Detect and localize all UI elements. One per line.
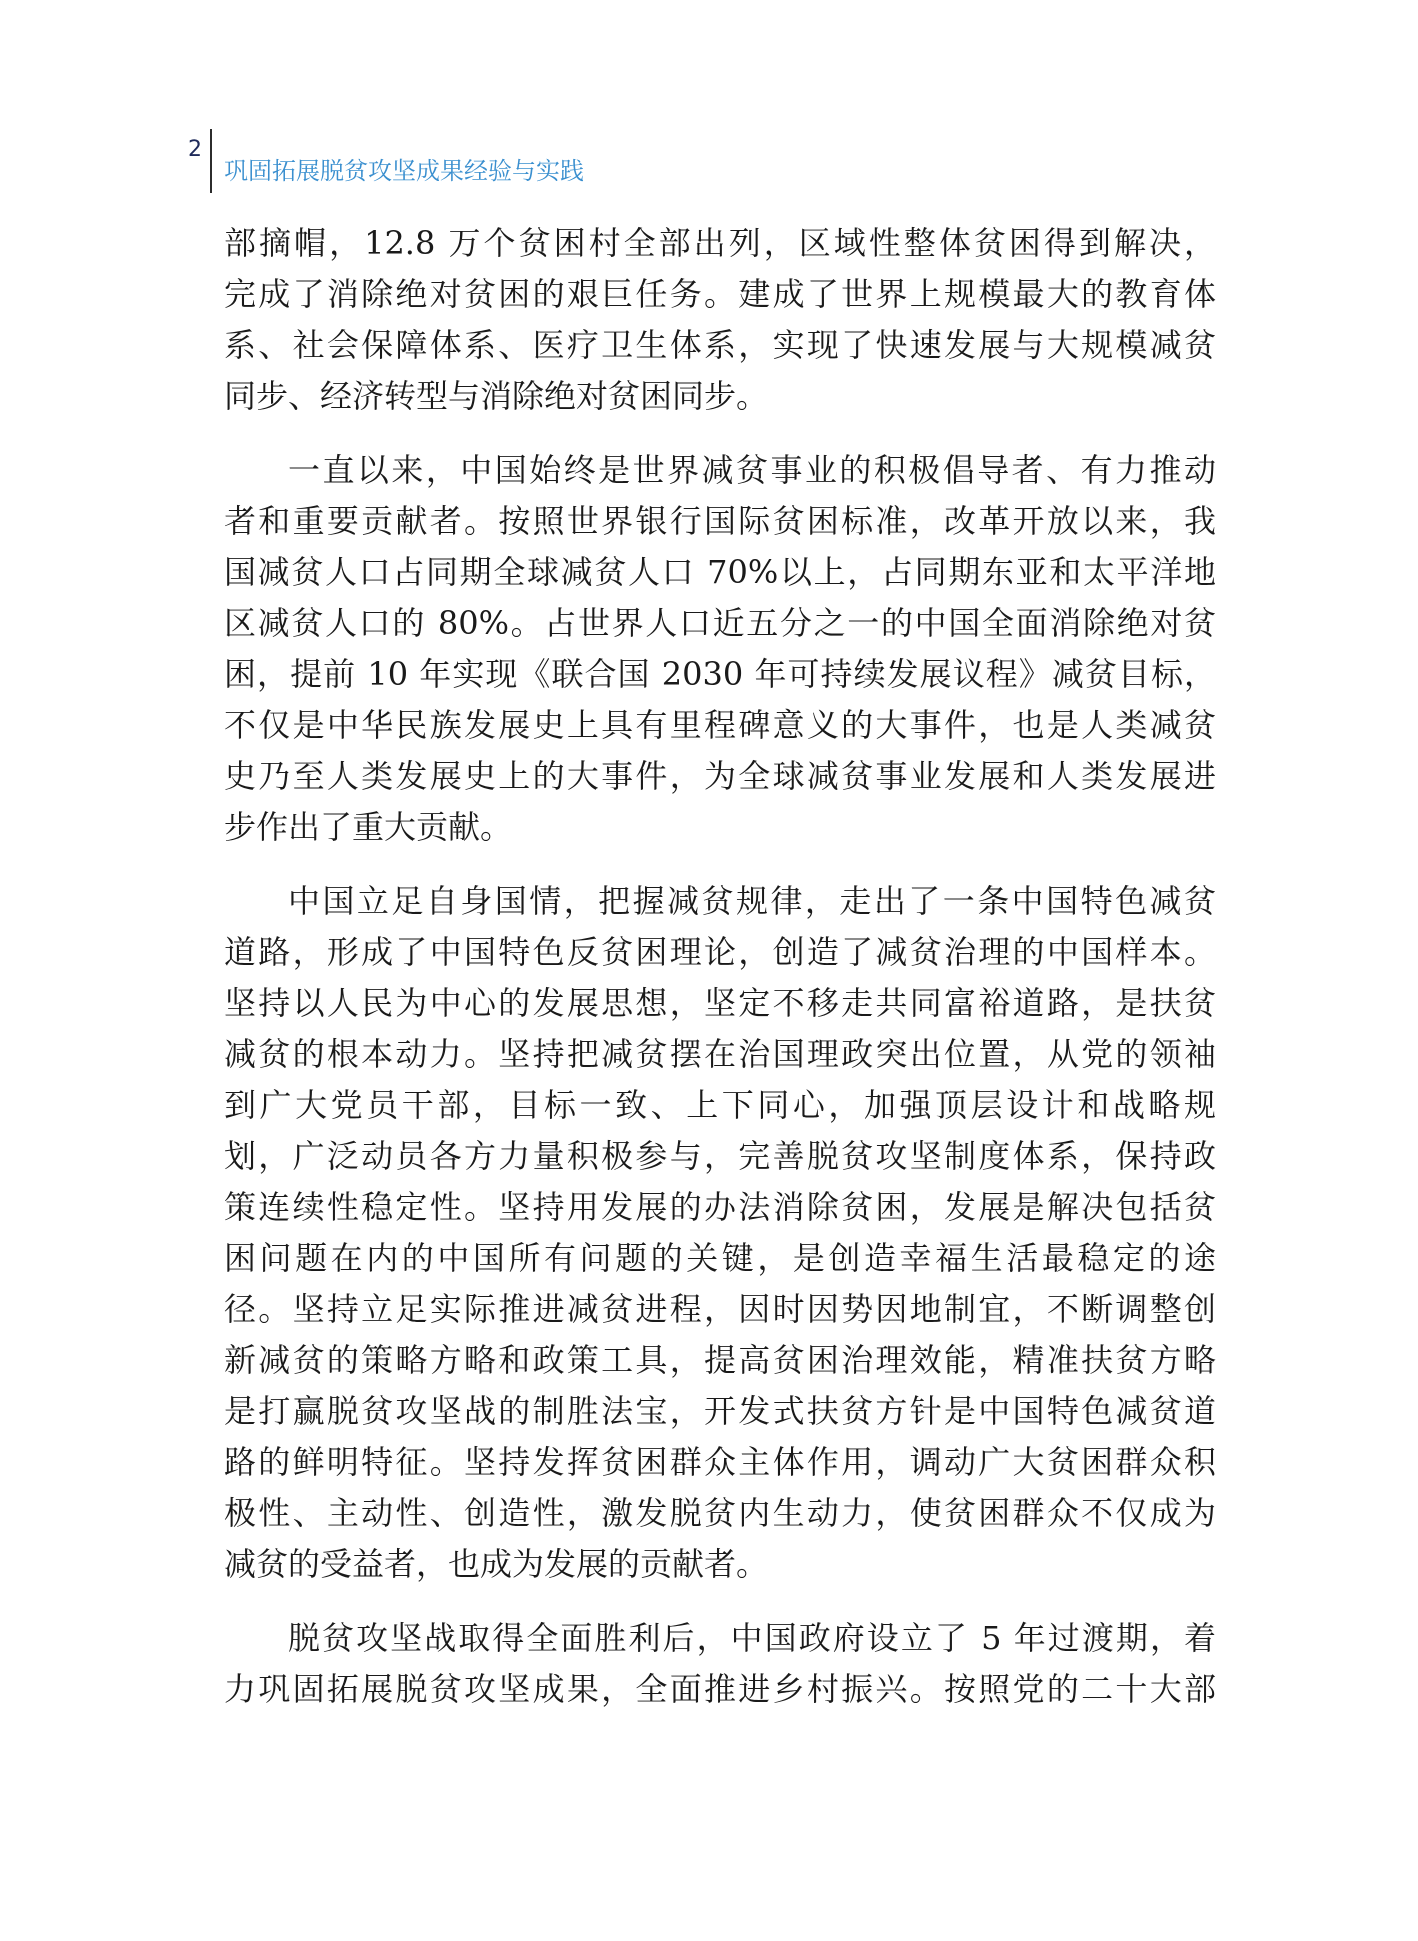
text-line: 中国立足自身国情，把握减贫规律，走出了一条中国特色减贫 (288, 882, 1216, 920)
body-text (224, 218, 1216, 1715)
text-line: 到广大党员干部，目标一致、上下同心，加强顶层设计和战略规 (224, 1086, 1216, 1124)
text-line: 力巩固拓展脱贫攻坚成果，全面推进乡村振兴。按照党的二十大部 (224, 1670, 1216, 1708)
text-line: 减贫的根本动力。坚持把减贫摆在治国理政突出位置，从党的领袖 (224, 1035, 1216, 1073)
text-line: 是打赢脱贫攻坚战的制胜法宝，开发式扶贫方针是中国特色减贫道 (224, 1392, 1216, 1430)
page-number: 2 (188, 137, 202, 162)
text-line: 脱贫攻坚战取得全面胜利后，中国政府设立了 5 年过渡期，着 (288, 1619, 1216, 1657)
text-line: 策连续性稳定性。坚持用发展的办法消除贫困，发展是解决包括贫 (224, 1188, 1216, 1226)
paragraph (224, 876, 1216, 1590)
text-line: 史乃至人类发展史上的大事件，为全球减贫事业发展和人类发展进 (224, 757, 1216, 795)
text-line: 困问题在内的中国所有问题的关键，是创造幸福生活最稳定的途 (224, 1239, 1216, 1277)
text-line: 坚持以人民为中心的发展思想，坚定不移走共同富裕道路，是扶贫 (224, 984, 1216, 1022)
running-title: 巩固拓展脱贫攻坚成果经验与实践 (224, 157, 584, 185)
paragraph (224, 445, 1216, 853)
text-line: 不仅是中华民族发展史上具有里程碑意义的大事件，也是人类减贫 (224, 706, 1216, 744)
text-line: 减贫的受益者，也成为发展的贡献者。 (224, 1545, 769, 1583)
text-line: 部摘帽，12.8 万个贫困村全部出列，区域性整体贫困得到解决， (224, 224, 1216, 262)
paragraph (224, 1613, 1216, 1715)
text-line: 国减贫人口占同期全球减贫人口 70%以上，占同期东亚和太平洋地 (224, 553, 1216, 591)
text-line: 步作出了重大贡献。 (224, 808, 513, 846)
text-line: 系、社会保障体系、医疗卫生体系，实现了快速发展与大规模减贫 (224, 326, 1216, 364)
text-line: 区减贫人口的 80%。占世界人口近五分之一的中国全面消除绝对贫 (224, 604, 1216, 642)
text-line: 极性、主动性、创造性，激发脱贫内生动力，使贫困群众不仅成为 (224, 1494, 1216, 1532)
text-line: 新减贫的策略方略和政策工具，提高贫困治理效能，精准扶贫方略 (224, 1341, 1216, 1379)
text-line: 完成了消除绝对贫困的艰巨任务。建成了世界上规模最大的教育体 (224, 275, 1216, 313)
header-divider (210, 129, 212, 193)
text-line: 者和重要贡献者。按照世界银行国际贫困标准，改革开放以来，我 (224, 502, 1216, 540)
text-line: 路的鲜明特征。坚持发挥贫困群众主体作用，调动广大贫困群众积 (224, 1443, 1216, 1481)
text-line: 同步、经济转型与消除绝对贫困同步。 (224, 377, 769, 415)
text-line: 道路，形成了中国特色反贫困理论，创造了减贫治理的中国样本。 (224, 933, 1216, 971)
text-line: 径。坚持立足实际推进减贫进程，因时因势因地制宜，不断调整创 (224, 1290, 1216, 1328)
paragraph (224, 218, 1216, 422)
text-line: 困，提前 10 年实现《联合国 2030 年可持续发展议程》减贫目标， (224, 655, 1216, 693)
text-line: 划，广泛动员各方力量积极参与，完善脱贫攻坚制度体系，保持政 (224, 1137, 1216, 1175)
text-line: 一直以来，中国始终是世界减贫事业的积极倡导者、有力推动 (288, 451, 1216, 489)
